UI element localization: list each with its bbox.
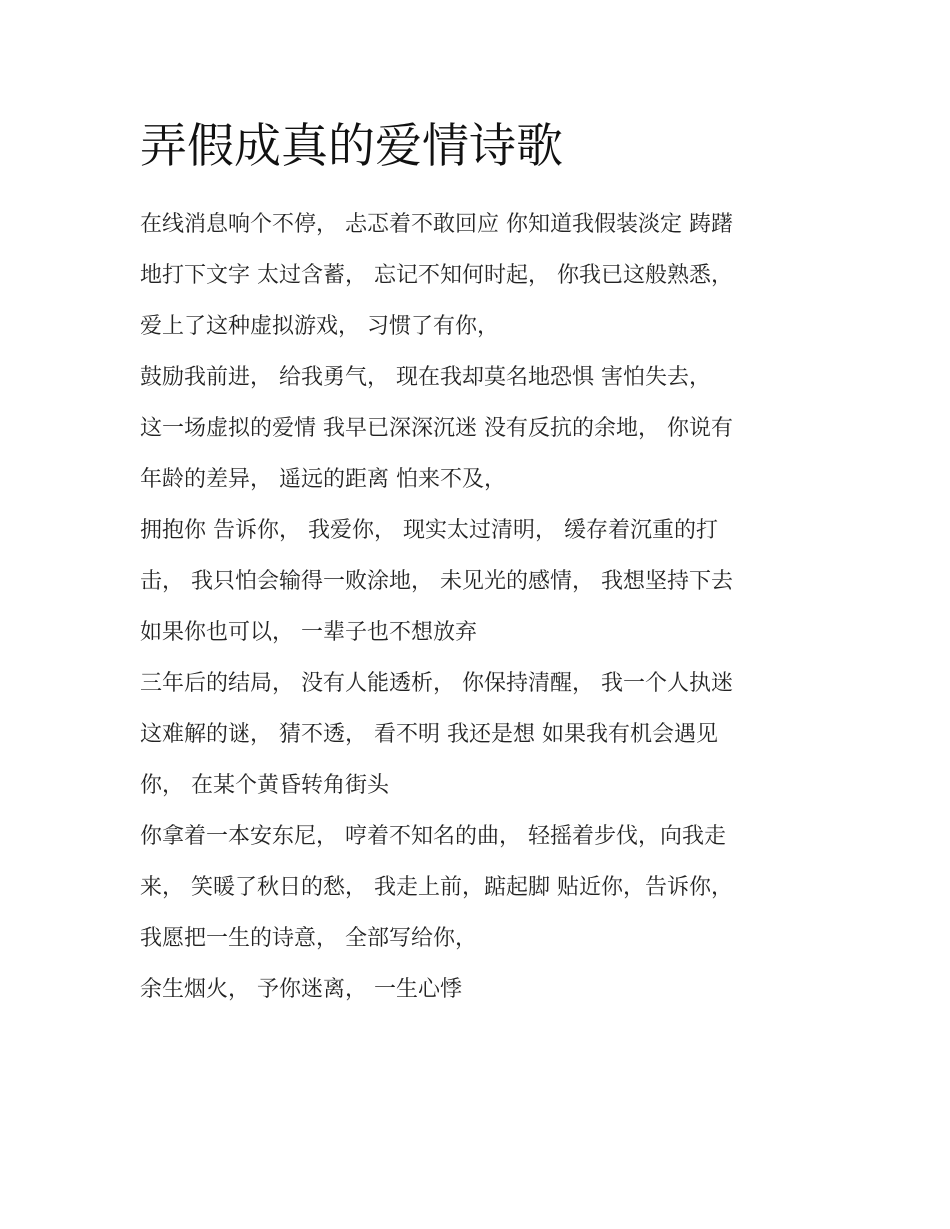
stanza [140, 403, 820, 505]
poem-line: 击， 我只怕会输得一败涂地， 未见光的感情， 我想坚持下去 [140, 569, 733, 594]
poem-line: 爱上了这种虚拟游戏， 习惯了有你， [140, 314, 499, 339]
poem-line: 拥抱你 告诉你， 我爱你， 现实太过清明， 缓存着沉重的打 [140, 518, 718, 543]
stanza [140, 352, 820, 403]
poem-line: 如果你也可以， 一辈子也不想放弃 [140, 620, 477, 645]
stanza [140, 658, 820, 811]
poem-line: 在线消息响个不停， 忐忑着不敢回应 你知道我假装淡定 踌躇 [140, 212, 733, 237]
poem-line: 你拿着一本安东尼， 哼着不知名的曲， 轻摇着步伐，向我走 [140, 824, 726, 849]
stanza [140, 199, 820, 352]
poem-line: 我愿把一生的诗意， 全部写给你， [140, 926, 477, 951]
poem-line: 这一场虚拟的爱情 我早已深深沉迷 没有反抗的余地， 你说有 [140, 416, 733, 441]
poem-line: 三年后的结局， 没有人能透析， 你保持清醒， 我一个人执迷 [140, 671, 733, 696]
stanza [140, 964, 820, 1015]
poem-line: 这难解的谜， 猜不透， 看不明 我还是想 如果我有机会遇见 [140, 722, 718, 747]
poem-line: 鼓励我前进， 给我勇气， 现在我却莫名地恐惧 害怕失去， [140, 365, 711, 390]
poem-body [140, 199, 820, 1015]
stanza [140, 811, 820, 964]
poem-line: 年龄的差异， 遥远的距离 怕来不及， [140, 467, 506, 492]
poem-line: 余生烟火， 予你迷离， 一生心悸 [140, 977, 462, 1002]
document-title: 弄假成真的爱情诗歌 [140, 119, 563, 174]
poem-line: 来， 笑暖了秋日的愁， 我走上前，踮起脚 贴近你，告诉你， [140, 875, 733, 900]
poem-line: 你， 在某个黄昏转角街头 [140, 773, 389, 798]
poem-line: 地打下文字 太过含蓄， 忘记不知何时起， 你我已这般熟悉， [140, 263, 733, 288]
stanza [140, 505, 820, 658]
